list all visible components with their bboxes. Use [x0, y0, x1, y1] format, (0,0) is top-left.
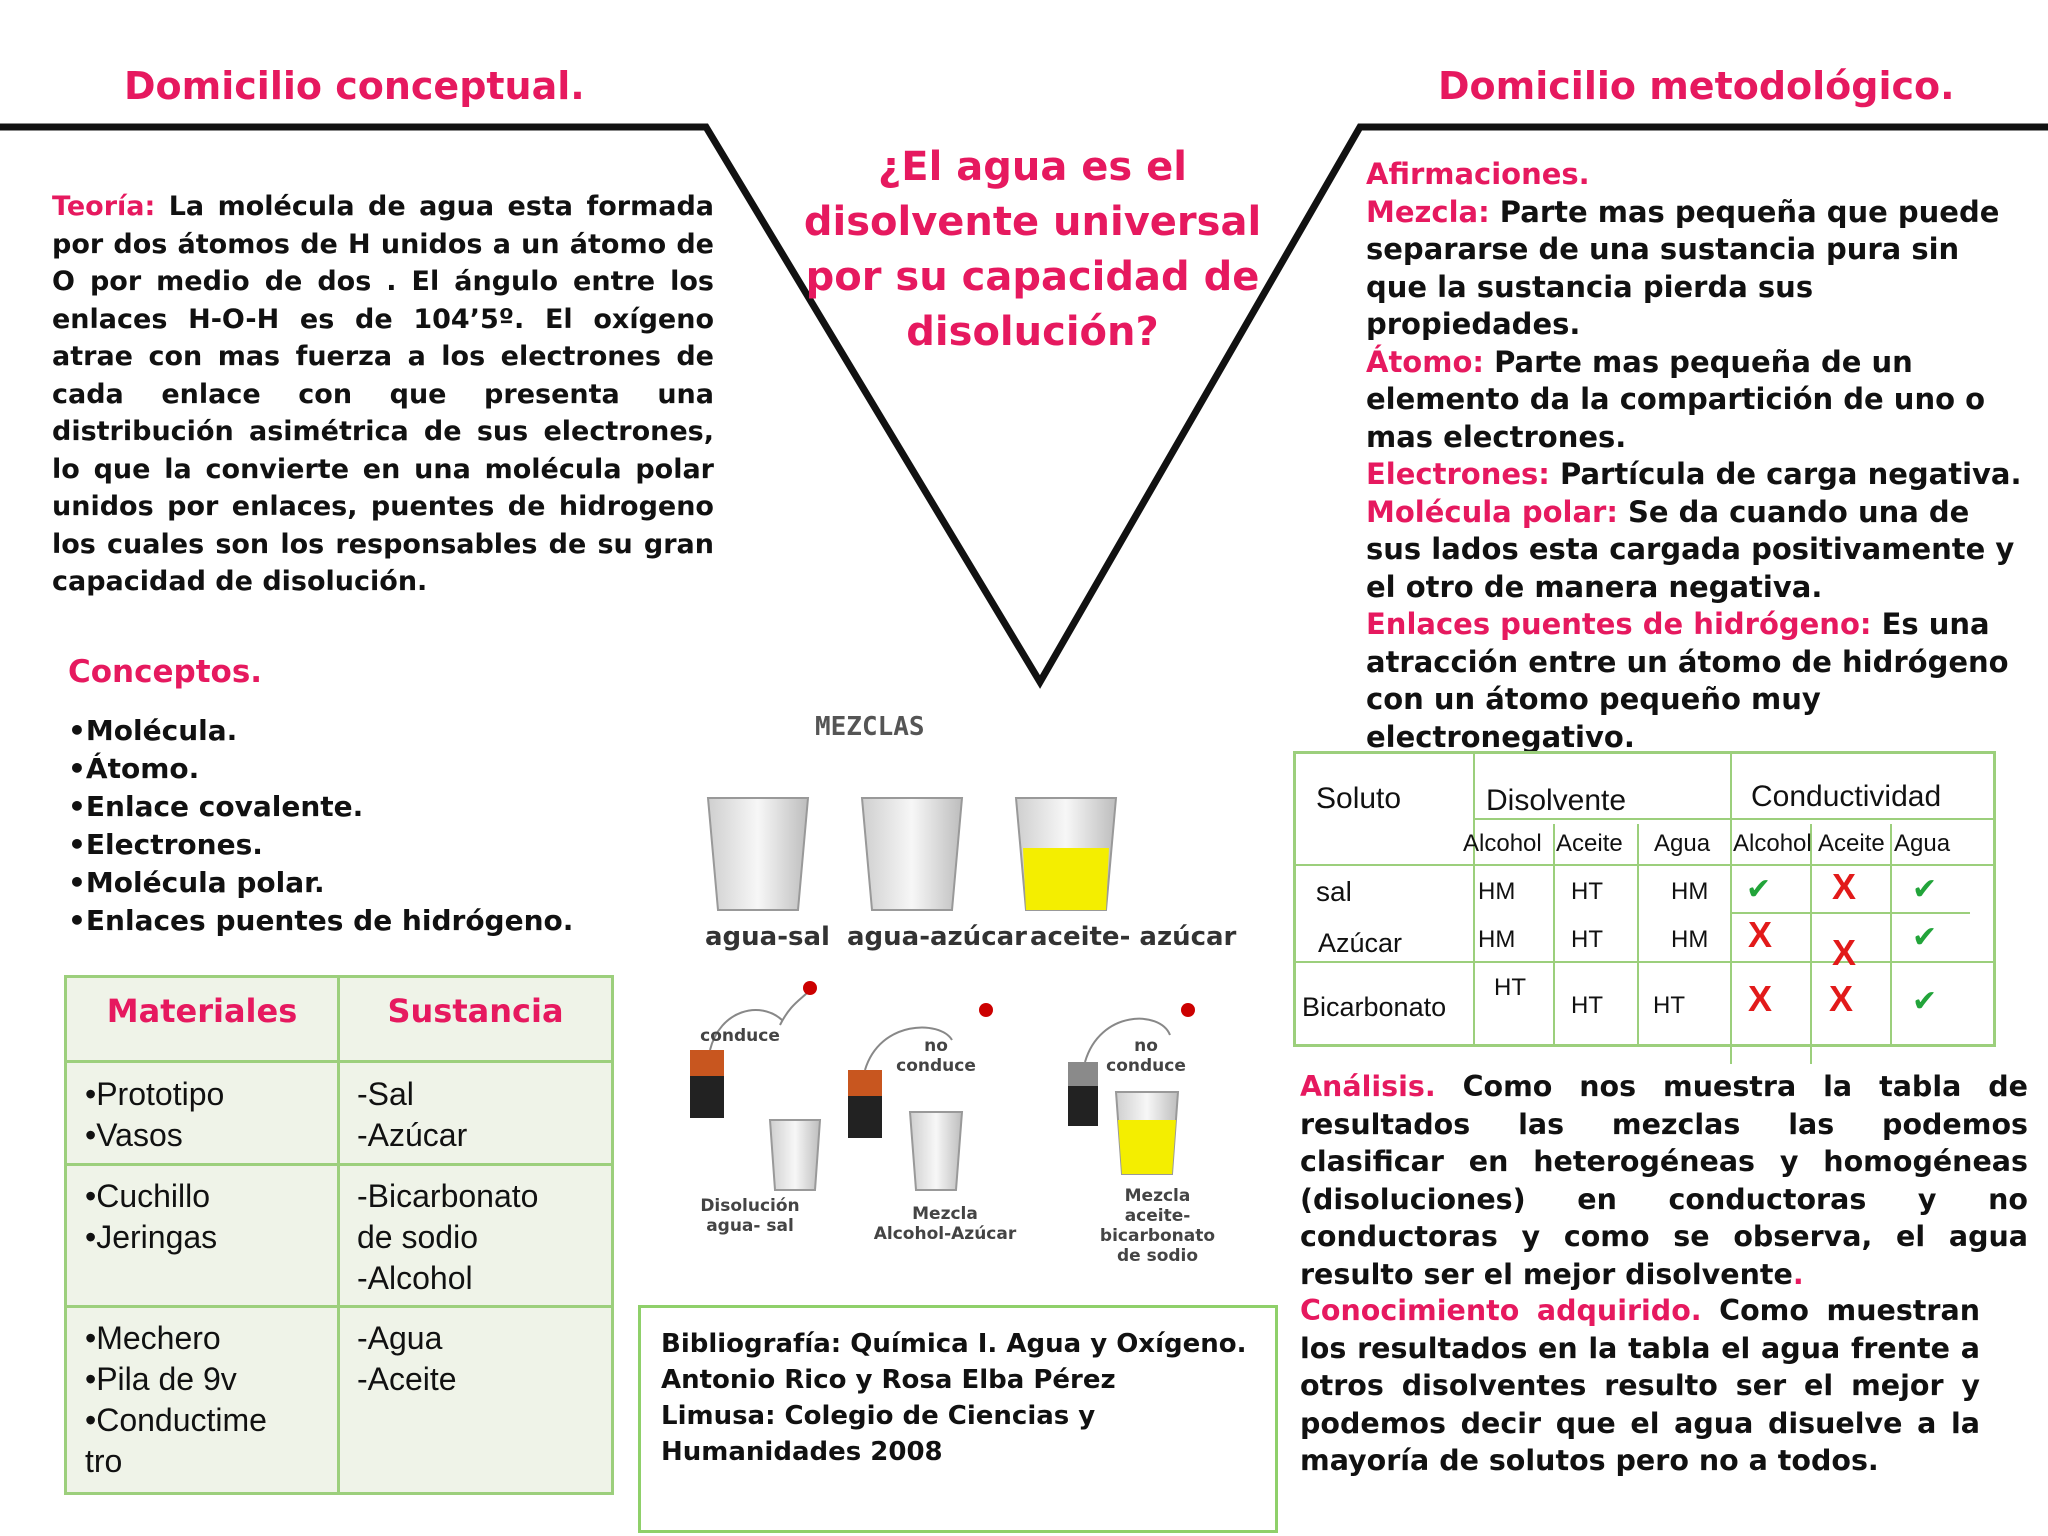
solvent-cell: HM: [1671, 878, 1709, 905]
theory-paragraph: [52, 188, 714, 601]
conductivity-header: Conductividad: [1751, 780, 1942, 813]
concepts-title: Conceptos.: [68, 654, 263, 690]
solute-cell: Azúcar: [1318, 928, 1403, 958]
check-icon: ✔: [1912, 872, 1938, 907]
solvent-cell: HT: [1571, 992, 1603, 1019]
materials-cell: •Cuchillo •Jeringas: [85, 1178, 218, 1255]
solvent-header: Disolvente: [1486, 784, 1627, 817]
solute-header: Soluto: [1316, 782, 1402, 815]
circuit-label: Mezcla Alcohol-Azúcar: [873, 1204, 1017, 1244]
affirmation-item: Mezcla: Parte mas pequeña que puede separarse de una sustancia pura sin que la sustancia pierda sus propiedades.: [1366, 194, 2000, 341]
solvent-cell: HM: [1478, 878, 1516, 905]
methodological-heading: Domicilio metodológico.: [1438, 64, 1955, 108]
bibliography-box: [638, 1305, 1278, 1533]
cross-icon: X: [1832, 866, 1857, 907]
concepts-list: [68, 712, 573, 940]
list-item: • Molécula.: [68, 712, 573, 750]
circuit-label: Disolución agua- sal: [700, 1196, 800, 1236]
cup-agua-sal: [708, 798, 808, 910]
knowledge-text: Como muestran los resultados en la tabla el agua frente a otros disolventes resulto ser el mejor y podemos decir que el agua disuelve a la mayoría de solutos pero no a todos.: [1300, 1294, 1980, 1477]
substance-cell: -Sal -Azúcar: [357, 1076, 468, 1153]
circuit-tag: no conduce: [896, 1036, 976, 1076]
circuit-tag: conduce: [700, 1026, 780, 1046]
subheader: Agua: [1654, 830, 1711, 857]
cup-label: agua-sal: [705, 922, 830, 952]
knowledge-label: Conocimiento adquirido.: [1300, 1294, 1702, 1327]
analysis-paragraph: Análisis. Como nos muestra la tabla de resultados las mezclas las podemos clasificar en heterogéneas y homogéneas (disoluciones) en conductoras y no conductoras y como se observa, el agua resulto ser el mejor disolvente.: [1300, 1070, 2028, 1291]
subheader: Alcohol: [1463, 830, 1542, 857]
substance-cell: -Bicarbonato de sodio -Alcohol: [357, 1178, 539, 1296]
conceptual-heading: Domicilio conceptual.: [124, 64, 585, 108]
bibliography-line: Humanidades 2008: [661, 1437, 943, 1467]
focus-question: ¿El agua es el disolvente universal por su capacidad de disolución?: [803, 144, 1262, 355]
bibliography-line: Antonio Rico y Rosa Elba Pérez: [661, 1365, 1116, 1395]
results-table: [1293, 751, 1996, 1047]
cross-icon: X: [1748, 978, 1773, 1019]
subheader: Alcohol: [1733, 830, 1812, 857]
solute-cell: sal: [1316, 876, 1352, 907]
affirmations-block: [1366, 156, 2026, 756]
cross-icon: X: [1832, 932, 1857, 973]
cup-label: agua-azúcar: [847, 922, 1027, 952]
circuit-2: [848, 1003, 993, 1190]
circuit-3: [1068, 1003, 1195, 1174]
analysis-text: Como nos muestra la tabla de resultados las mezclas las podemos clasificar en heterogéneas y homogéneas (disoluciones) en conductoras y no conductoras y como se observa, el agua resulto ser el mejor disolvente: [1300, 1070, 2028, 1291]
cross-icon: X: [1829, 978, 1854, 1019]
theory-text: La molécula de agua esta formada por dos átomos de H unidos a un átomo de O por medio de dos . El ángulo entre los enlaces H-O-H es de 104’5º. El oxígeno atrae con mas fuerza a los electrones de cada enlace con que presenta una distribución asimétrica de sus electrones, lo que la convierte en una molécula polar unidos por enlaces, puentes de hidrogeno los cuales son los responsables de su gran capacidad de disolución.: [52, 191, 714, 597]
materials-header: Materiales: [106, 992, 298, 1030]
affirmation-item: Enlaces puentes de hidrógeno: Es una atracción entre un átomo de hidrógeno con un átomo pequeño muy electronegativo.: [1366, 607, 2009, 754]
subheader: Agua: [1894, 830, 1951, 857]
materials-cell: •Mechero •Pila de 9v •Conductime tro: [85, 1320, 267, 1479]
solvent-cell: HT: [1571, 926, 1603, 953]
solvent-cell: HT: [1653, 992, 1685, 1019]
subheader: Aceite: [1818, 830, 1885, 857]
substance-cell: -Agua -Aceite: [357, 1320, 457, 1397]
solvent-cell: HT: [1494, 974, 1526, 1001]
subheader: Aceite: [1556, 830, 1623, 857]
bibliography-line: Limusa: Colegio de Ciencias y: [661, 1401, 1096, 1431]
check-icon: ✔: [1746, 872, 1772, 907]
affirmations-title: Afirmaciones.: [1366, 157, 1590, 191]
circuit-1: [690, 981, 820, 1190]
affirmation-item: Átomo: Parte mas pequeña de un elemento da la compartición de uno o mas electrones.: [1366, 344, 1986, 454]
analysis-label: Análisis.: [1300, 1070, 1436, 1103]
bibliography-line: Bibliografía: Química I. Agua y Oxígeno.: [661, 1329, 1247, 1359]
mixtures-title: MEZCLAS: [815, 712, 925, 742]
materials-table: [64, 975, 614, 1495]
substance-header: Sustancia: [387, 992, 564, 1030]
list-item: • Enlace covalente.: [68, 788, 573, 826]
solvent-cell: HM: [1671, 926, 1709, 953]
check-icon: ✔: [1912, 984, 1938, 1019]
solvent-cell: HM: [1478, 926, 1516, 953]
theory-label: Teoría:: [52, 191, 156, 222]
circuit-tag: no conduce: [1106, 1036, 1186, 1076]
circuit-label: Mezcla aceite- bicarbonato de sodio: [1099, 1186, 1216, 1266]
knowledge-paragraph: [1300, 1292, 1980, 1480]
affirmation-item: Electrones: Partícula de carga negativa.: [1366, 457, 2022, 491]
list-item: • Molécula polar.: [68, 864, 573, 902]
solvent-cell: HT: [1571, 878, 1603, 905]
cup-label: aceite- azúcar: [1030, 922, 1237, 952]
cup-aceite-azucar: [1016, 798, 1116, 910]
materials-cell: •Prototipo •Vasos: [85, 1076, 225, 1153]
check-icon: ✔: [1912, 920, 1938, 955]
list-item: • Electrones.: [68, 826, 573, 864]
solute-cell: Bicarbonato: [1302, 992, 1447, 1022]
list-item: • Átomo.: [68, 750, 573, 788]
cross-icon: X: [1748, 914, 1773, 955]
list-item: • Enlaces puentes de hidrógeno.: [68, 902, 573, 940]
affirmation-item: Molécula polar: Se da cuando una de sus lados esta cargada positivamente y el otro de manera negativa.: [1366, 494, 2015, 604]
cup-agua-azucar: [862, 798, 962, 910]
